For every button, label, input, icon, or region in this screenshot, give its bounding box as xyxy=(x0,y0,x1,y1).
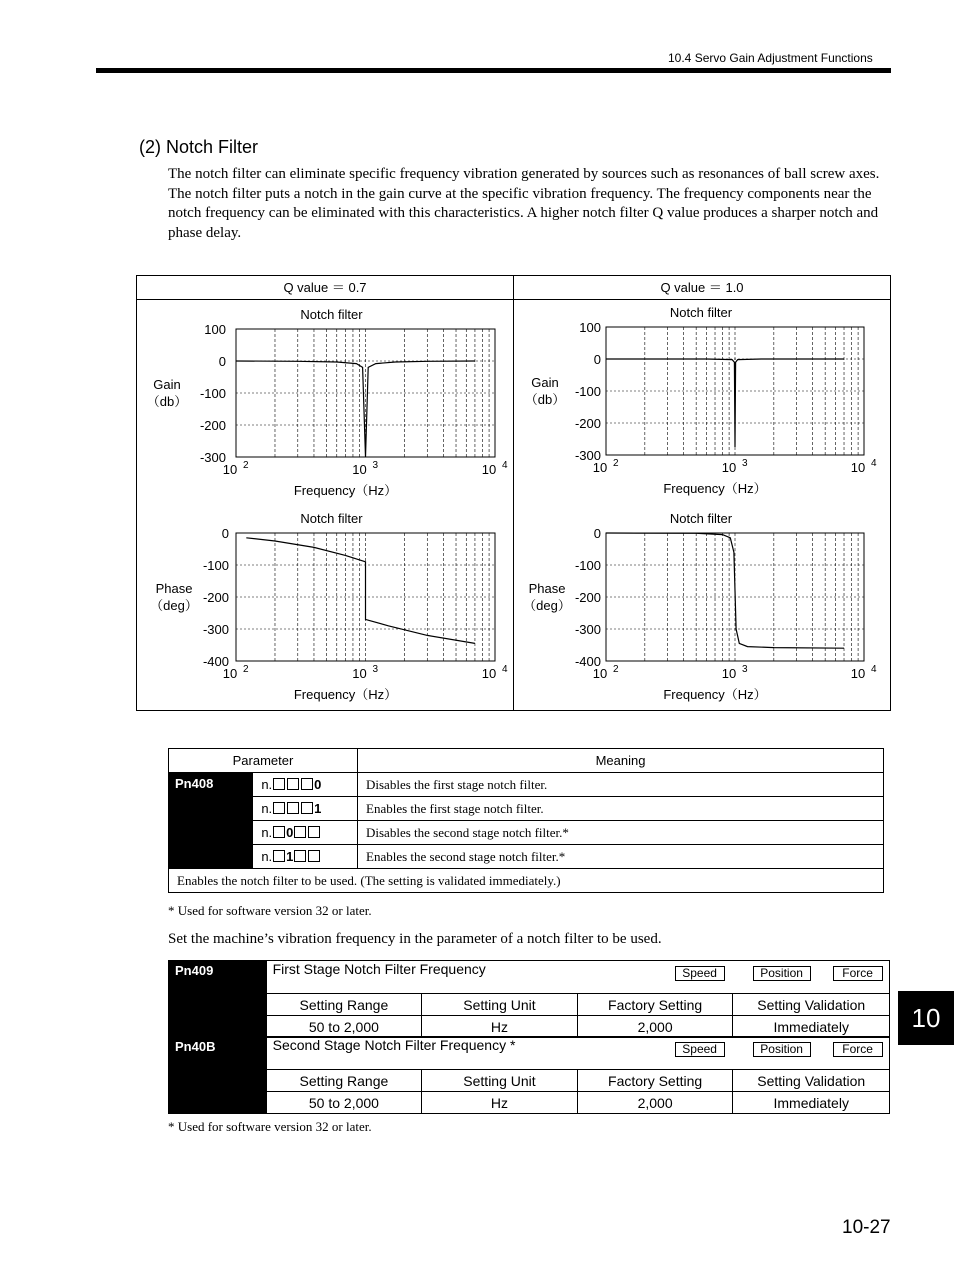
x-tick-exponent: 4 xyxy=(871,458,877,469)
section-paragraph: The notch filter can eliminate specific frequency vibration generated by sources such as resonances of ball screw axes. The notch filter puts a notch in the gain curve at the specific vibration frequency. The frequency components near the notch frequency can be eliminated with this characteristics. A higher notch filter Q value produces a sharper notch and phase delay. xyxy=(168,166,880,241)
x-tick-exponent: 3 xyxy=(742,458,748,469)
param-name: First Stage Notch Filter Frequency xyxy=(272,961,486,977)
y-tick-label: -100 xyxy=(574,558,601,573)
y-axis-label: Gain xyxy=(153,377,181,392)
y-axis-label: Gain xyxy=(531,375,559,390)
chart-title: Notch filter xyxy=(300,307,363,322)
setting-table-pn40b xyxy=(168,1036,890,1114)
digit-placeholder-box xyxy=(273,850,285,862)
x-axis-label: Frequency（Hz） xyxy=(663,687,767,702)
setting-header: Setting Range xyxy=(266,994,422,1016)
digit-placeholder-box xyxy=(287,778,299,790)
y-tick-label: -100 xyxy=(574,384,601,399)
x-tick-label: 10 xyxy=(352,666,367,681)
y-axis-unit: （deg） xyxy=(523,598,571,613)
setting-header: Setting Unit xyxy=(422,994,578,1016)
setting-code xyxy=(253,821,358,845)
response-curve xyxy=(236,361,475,457)
x-tick-exponent: 3 xyxy=(372,664,379,675)
x-tick-label: 10 xyxy=(481,666,497,681)
pn408-table xyxy=(168,748,884,893)
y-axis-label: Phase xyxy=(155,581,193,596)
setting-code xyxy=(253,797,358,821)
setting-header: Setting Validation xyxy=(733,994,890,1016)
digit-value: 1 xyxy=(314,801,322,816)
x-tick-label: 10 xyxy=(481,462,497,477)
param-header: Parameter xyxy=(169,749,358,773)
y-tick-label: 100 xyxy=(204,322,226,337)
y-tick-label: -100 xyxy=(202,558,229,573)
setting-header: Factory Setting xyxy=(577,994,733,1016)
setting-value: 50 to 2,000 xyxy=(266,1092,422,1114)
chart-1 xyxy=(525,305,877,496)
digit-placeholder-box xyxy=(294,826,306,838)
setting-code xyxy=(253,773,358,797)
x-tick-exponent: 2 xyxy=(243,460,249,471)
force-badge: Force xyxy=(833,1042,883,1057)
x-tick-label: 10 xyxy=(222,462,238,477)
y-tick-label: -200 xyxy=(202,590,229,605)
x-tick-exponent: 2 xyxy=(613,458,619,469)
x-tick-label: 10 xyxy=(850,460,866,475)
meaning-header: Meaning xyxy=(358,749,884,773)
setting-header: Setting Unit xyxy=(422,1070,578,1092)
digit-value: 0 xyxy=(286,825,294,840)
digit-placeholder-box xyxy=(273,826,285,838)
digit-value: 0 xyxy=(314,777,322,792)
param-name: Second Stage Notch Filter Frequency * xyxy=(272,1037,516,1053)
setting-meaning: Enables the second stage notch filter.* xyxy=(358,845,884,869)
setting-value: Hz xyxy=(422,1092,578,1114)
x-tick-label: 10 xyxy=(592,666,608,681)
y-tick-label: -200 xyxy=(199,418,226,433)
param-name-cell xyxy=(266,961,889,994)
x-tick-label: 10 xyxy=(592,460,608,475)
x-tick-label: 10 xyxy=(222,666,238,681)
x-axis-label: Frequency（Hz） xyxy=(293,687,398,702)
param-id-cell xyxy=(169,961,267,1038)
x-tick-exponent: 4 xyxy=(871,664,877,675)
page-number: 10-27 xyxy=(842,1217,891,1238)
param-id: Pn40B xyxy=(175,1039,216,1054)
setting-value: 2,000 xyxy=(577,1092,733,1114)
chapter-tab: 10 xyxy=(898,991,954,1045)
y-tick-label: -200 xyxy=(574,590,601,605)
y-axis-unit: （db） xyxy=(524,392,566,407)
setting-table-pn409 xyxy=(168,960,890,1038)
chart-2 xyxy=(150,511,508,702)
digit-placeholder-box xyxy=(273,802,285,814)
q10-header: Q value ＝ 1.0 xyxy=(514,276,890,300)
speed-badge: Speed xyxy=(675,966,725,981)
setting-meaning: Enables the first stage notch filter. xyxy=(358,797,884,821)
code-prefix: n. xyxy=(261,825,273,840)
x-tick-label: 10 xyxy=(721,460,737,475)
x-tick-exponent: 4 xyxy=(502,460,508,471)
y-tick-label: -300 xyxy=(574,622,601,637)
setting-value: 2,000 xyxy=(577,1016,733,1038)
x-tick-label: 10 xyxy=(721,666,737,681)
setting-code xyxy=(253,845,358,869)
setting-header: Setting Validation xyxy=(733,1070,890,1092)
response-curve xyxy=(606,533,844,648)
y-tick-label: -200 xyxy=(574,416,601,431)
code-prefix: n. xyxy=(261,777,273,792)
x-tick-exponent: 2 xyxy=(613,664,619,675)
header-rule xyxy=(96,68,891,73)
notch-filter-figure xyxy=(136,275,891,711)
digit-placeholder-box xyxy=(308,850,320,862)
x-tick-exponent: 3 xyxy=(372,460,379,471)
x-tick-label: 10 xyxy=(352,462,367,477)
setting-value: Immediately xyxy=(733,1092,890,1114)
setting-value: 50 to 2,000 xyxy=(266,1016,422,1038)
setting-value: Immediately xyxy=(733,1016,890,1038)
x-tick-exponent: 4 xyxy=(502,664,508,675)
digit-placeholder-box xyxy=(301,802,313,814)
q07-header: Q value ＝ 0.7 xyxy=(137,276,513,300)
y-tick-label: -300 xyxy=(202,622,229,637)
pn408-footer: Enables the notch filter to be used. (The setting is validated immediately.) xyxy=(169,869,884,893)
vibration-sentence: Set the machine’s vibration frequency in the parameter of a notch filter to be used. xyxy=(168,931,662,947)
digit-placeholder-box xyxy=(308,826,320,838)
param-id-cell xyxy=(169,1037,267,1114)
y-axis-label: Phase xyxy=(528,581,566,596)
y-tick-label: -100 xyxy=(199,386,226,401)
running-header: 10.4 Servo Gain Adjustment Functions xyxy=(668,51,873,65)
y-tick-label: -300 xyxy=(574,448,601,463)
y-tick-label: 0 xyxy=(221,526,229,541)
setting-value: Hz xyxy=(422,1016,578,1038)
setting-header: Factory Setting xyxy=(577,1070,733,1092)
notch-filter-charts xyxy=(137,276,890,710)
digit-placeholder-box xyxy=(301,778,313,790)
y-axis-unit: （deg） xyxy=(150,598,198,613)
chart-title: Notch filter xyxy=(669,305,733,320)
chart-title: Notch filter xyxy=(669,511,733,526)
footnote-1: * Used for software version 32 or later. xyxy=(168,903,372,918)
setting-header: Setting Range xyxy=(266,1070,422,1092)
y-tick-label: -400 xyxy=(574,654,601,669)
code-prefix: n. xyxy=(261,849,273,864)
y-tick-label: -300 xyxy=(199,450,226,465)
y-tick-label: 0 xyxy=(593,352,601,367)
force-badge: Force xyxy=(833,966,883,981)
y-tick-label: 100 xyxy=(579,320,601,335)
position-badge: Position xyxy=(753,1042,811,1057)
response-curve xyxy=(246,538,475,644)
chart-0 xyxy=(147,307,508,498)
pn408-param-cell xyxy=(169,773,253,869)
y-tick-label: -400 xyxy=(202,654,229,669)
param-name-cell xyxy=(266,1037,889,1070)
param-id: Pn409 xyxy=(175,963,214,978)
position-badge: Position xyxy=(753,966,811,981)
setting-meaning: Disables the second stage notch filter.* xyxy=(358,821,884,845)
chart-title: Notch filter xyxy=(300,511,363,526)
x-tick-exponent: 3 xyxy=(742,664,748,675)
y-tick-label: 0 xyxy=(218,354,226,369)
y-axis-unit: （db） xyxy=(146,394,188,409)
code-prefix: n. xyxy=(261,801,273,816)
y-tick-label: 0 xyxy=(593,526,601,541)
section-title: (2) Notch Filter xyxy=(139,137,259,157)
speed-badge: Speed xyxy=(675,1042,725,1057)
digit-placeholder-box xyxy=(294,850,306,862)
digit-placeholder-box xyxy=(287,802,299,814)
response-curve xyxy=(606,359,844,447)
x-tick-exponent: 2 xyxy=(243,664,249,675)
chart-3 xyxy=(523,511,877,702)
x-axis-label: Frequency（Hz） xyxy=(293,483,398,498)
setting-meaning: Disables the first stage notch filter. xyxy=(358,773,884,797)
pn408-label: Pn408 xyxy=(175,776,214,791)
x-axis-label: Frequency（Hz） xyxy=(663,481,767,496)
x-tick-label: 10 xyxy=(850,666,866,681)
digit-placeholder-box xyxy=(273,778,285,790)
footnote-2: * Used for software version 32 or later. xyxy=(168,1119,372,1134)
digit-value: 1 xyxy=(286,849,294,864)
